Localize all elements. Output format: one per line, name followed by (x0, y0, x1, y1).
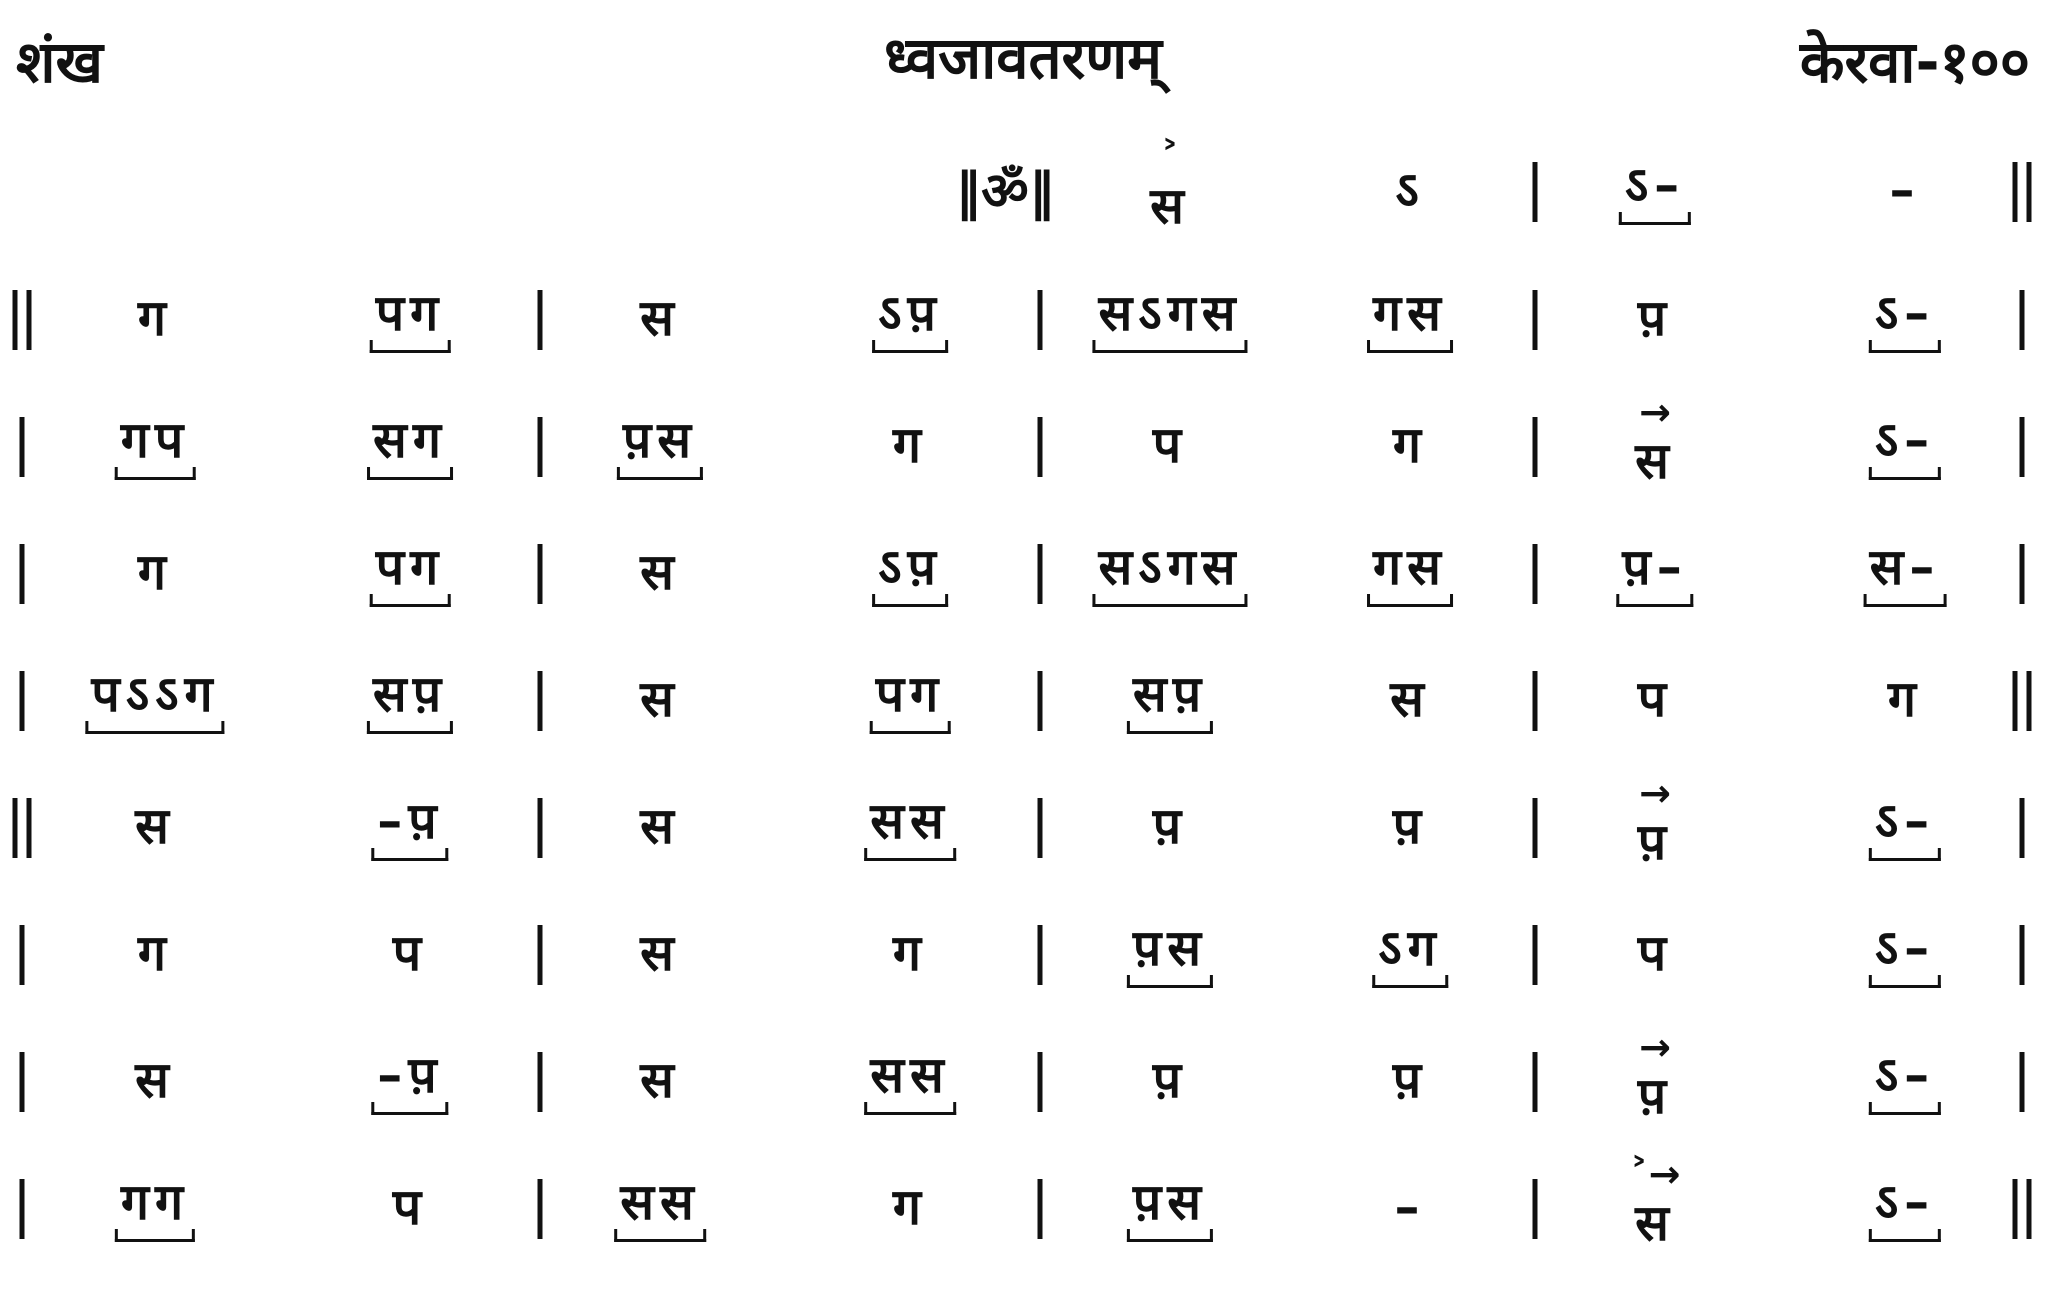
notation-cell (1153, 395, 1187, 495)
barline (20, 925, 25, 985)
intro-cell (1890, 140, 1921, 240)
notation-cell (135, 1030, 175, 1130)
swara-text: सस (614, 1170, 706, 1244)
swara-text: प़– (1616, 535, 1693, 609)
barline (2020, 1052, 2025, 1112)
barline (538, 1179, 543, 1239)
intro-barline (2013, 162, 2032, 222)
notation-cell (1637, 1025, 1673, 1130)
notation-row (0, 1025, 2046, 1160)
swara-text: ऽ– (1869, 1043, 1941, 1117)
barline (1533, 925, 1538, 985)
barline (20, 671, 25, 731)
swara-text: ग (1887, 670, 1923, 728)
barline (1038, 671, 1043, 731)
barline (1533, 671, 1538, 731)
om-symbol: ‖ॐ‖ (955, 162, 1055, 222)
notation-row (0, 649, 2046, 779)
swara-text: स (1635, 432, 1675, 490)
swara-text: पग (870, 662, 951, 736)
notation-cell (1153, 776, 1187, 876)
notation-row (0, 1152, 2046, 1287)
barline (13, 290, 32, 350)
instrument-label: शंख (16, 28, 103, 96)
swara-text: सऽगस (1092, 535, 1247, 609)
notation-cell (1638, 649, 1672, 749)
swara-text: प़ (1392, 797, 1428, 855)
swara-text: ग (892, 1178, 928, 1236)
notation-cell (115, 1157, 195, 1257)
notation-cell (370, 268, 451, 368)
swara-text: – (1394, 1178, 1426, 1236)
notation-cell (640, 1030, 680, 1130)
notation-row (0, 771, 2046, 906)
barline (1038, 290, 1043, 350)
barline (20, 1052, 25, 1112)
notation-cell (1092, 522, 1247, 622)
barline (2020, 925, 2025, 985)
notation-cell (640, 522, 680, 622)
accent-mark: ˃ (1160, 135, 1180, 179)
swara-text: ऽ– (1869, 281, 1941, 355)
barline (538, 417, 543, 477)
notation-cell (1635, 390, 1675, 495)
notation-cell (1638, 268, 1672, 368)
notation-cell (1153, 1030, 1187, 1130)
swara-text: सप़ (367, 662, 453, 736)
accent-mark: → (1639, 771, 1671, 815)
notation-cell (1127, 903, 1213, 1003)
notation-cell (371, 1030, 448, 1130)
notation-cell (1390, 649, 1430, 749)
swara-text: प (1152, 416, 1188, 474)
swara-text: प़ (1637, 1067, 1673, 1125)
swara-text: पऽऽग (85, 662, 224, 736)
swara-text: प़स (1127, 916, 1213, 990)
accent-mark: ˃→ (1629, 1152, 1681, 1196)
swara-text: सप़ (1127, 662, 1213, 736)
swara-text: स (640, 924, 680, 982)
barline (2013, 1179, 2032, 1239)
barline (13, 798, 32, 858)
swara-text: ग (892, 416, 928, 474)
swara-text: सस (864, 1043, 956, 1117)
notation-cell (617, 395, 703, 495)
composition-title: ध्वजावतरणम् (884, 24, 1162, 92)
swara-text: गस (1367, 535, 1453, 609)
swara-text: ऽप़ (872, 535, 948, 609)
barline (1533, 544, 1538, 604)
swara-text: –प़ (371, 789, 448, 863)
notation-cell (1869, 1157, 1941, 1257)
notation-cell (367, 649, 453, 749)
notation-cell (640, 776, 680, 876)
barline (1038, 798, 1043, 858)
notation-cell (1372, 903, 1448, 1003)
notation-cell (1869, 395, 1941, 495)
barline (2020, 544, 2025, 604)
swara-text: स (135, 797, 175, 855)
barline (2020, 290, 2025, 350)
swara-text: ऽप़ (872, 281, 948, 355)
swara-text: – (1889, 161, 1921, 219)
notation-cell (1092, 268, 1247, 368)
barline (1038, 1052, 1043, 1112)
notation-cell (393, 903, 427, 1003)
barline (2020, 417, 2025, 477)
notation-cell (85, 649, 224, 749)
swara-text: प (1637, 924, 1673, 982)
swara-text: प़ (1637, 289, 1673, 347)
swara-text: ग (892, 924, 928, 982)
notation-cell (864, 1030, 956, 1130)
notation-cell (1393, 1030, 1427, 1130)
notation-cell (1395, 1157, 1426, 1257)
barline (538, 798, 543, 858)
swara-text: स (1635, 1194, 1675, 1252)
notation-cell (614, 1157, 706, 1257)
barline (538, 544, 543, 604)
swara-text: ऽग (1372, 916, 1448, 990)
notation-cell (1637, 771, 1673, 876)
barline (1533, 1052, 1538, 1112)
notation-cell (1393, 776, 1427, 876)
barline (538, 1052, 543, 1112)
notation-cell (1127, 1157, 1213, 1257)
swara-text: स (1390, 670, 1430, 728)
swara-text: प (392, 924, 428, 982)
swara-text: स (640, 1051, 680, 1109)
notation-cell (138, 522, 172, 622)
swara-text: पग (370, 281, 451, 355)
notation-cell (870, 649, 951, 749)
notation-cell (893, 1157, 927, 1257)
notation-cell (864, 776, 956, 876)
swara-text: प़ (1392, 1051, 1428, 1109)
swara-text: प़ (1152, 1051, 1188, 1109)
notation-cell (893, 903, 927, 1003)
notation-row (0, 522, 2046, 652)
swara-text: प़स (1127, 1170, 1213, 1244)
notation-cell (1367, 268, 1453, 368)
barline (538, 671, 543, 731)
notation-cell (138, 903, 172, 1003)
swara-text: स (1150, 177, 1190, 235)
swara-text: ऽ– (1619, 153, 1691, 227)
notation-cell (370, 522, 451, 622)
swara-text: ग (137, 543, 173, 601)
swara-text: गग (115, 1170, 195, 1244)
notation-cell (640, 903, 680, 1003)
swara-text: ऽ– (1869, 408, 1941, 482)
barline (1038, 925, 1043, 985)
barline (538, 925, 543, 985)
notation-cell (640, 268, 680, 368)
swara-text: प़ (1637, 813, 1673, 871)
swara-text: सग (367, 408, 453, 482)
swara-text: ऽ– (1869, 789, 1941, 863)
swara-text: –प़ (371, 1043, 448, 1117)
intro-cell (1395, 140, 1424, 240)
swara-text: प (392, 1178, 428, 1236)
barline (1038, 1179, 1043, 1239)
notation-row (0, 268, 2046, 398)
swara-text: गप (115, 408, 196, 482)
swara-text: सऽगस (1092, 281, 1247, 355)
notation-cell (1864, 522, 1947, 622)
swara-text: स (640, 543, 680, 601)
swara-text: ग (137, 924, 173, 982)
swara-text: स– (1864, 535, 1947, 609)
barline (2013, 671, 2032, 731)
notation-cell (1888, 649, 1922, 749)
notation-cell (893, 395, 927, 495)
notation-cell (1367, 522, 1453, 622)
notation-cell (1869, 903, 1941, 1003)
notation-cell (1629, 1152, 1681, 1257)
barline (1533, 417, 1538, 477)
barline (1533, 290, 1538, 350)
notation-cell (872, 268, 948, 368)
notation-cell (1127, 649, 1213, 749)
swara-text: प़ (1152, 797, 1188, 855)
swara-text: ऽ– (1869, 916, 1941, 990)
swara-text: स (640, 289, 680, 347)
swara-text: गस (1367, 281, 1453, 355)
notation-row (0, 903, 2046, 1033)
barline (2020, 798, 2025, 858)
notation-cell (115, 395, 196, 495)
barline (1038, 417, 1043, 477)
notation-cell (872, 522, 948, 622)
intro-cell (1619, 140, 1691, 240)
notation-cell (371, 776, 448, 876)
notation-cell (138, 268, 172, 368)
notation-row (0, 390, 2046, 525)
notation-cell (1869, 776, 1941, 876)
swara-text: ग (137, 289, 173, 347)
notation-cell (1393, 395, 1427, 495)
barline (1533, 1179, 1538, 1239)
notation-cell (393, 1157, 427, 1257)
swara-text: ऽ (1395, 161, 1425, 219)
swara-text: स (640, 797, 680, 855)
swara-text: पग (370, 535, 451, 609)
swara-text: स (640, 670, 680, 728)
notation-cell (135, 776, 175, 876)
notation-cell (640, 649, 680, 749)
swara-text: स (135, 1051, 175, 1109)
notation-cell (1616, 522, 1693, 622)
accent-mark: → (1639, 390, 1671, 434)
notation-cell (1869, 268, 1941, 368)
notation-cell (1638, 903, 1672, 1003)
notation-cell (367, 395, 453, 495)
notation-cell (1869, 1030, 1941, 1130)
swara-text: प (1637, 670, 1673, 728)
intro-row (0, 135, 2046, 270)
barline (1038, 544, 1043, 604)
swara-text: प़स (617, 408, 703, 482)
swara-text: सस (864, 789, 956, 863)
tala-label: केरवा-१०० (1799, 28, 2030, 96)
swara-text: ग (1392, 416, 1428, 474)
accent-mark: → (1639, 1025, 1671, 1069)
barline (20, 1179, 25, 1239)
barline (20, 417, 25, 477)
barline (538, 290, 543, 350)
barline (1533, 798, 1538, 858)
barline (20, 544, 25, 604)
intro-barline (1533, 162, 1538, 222)
intro-cell (1150, 135, 1190, 240)
swara-text: ऽ– (1869, 1170, 1941, 1244)
